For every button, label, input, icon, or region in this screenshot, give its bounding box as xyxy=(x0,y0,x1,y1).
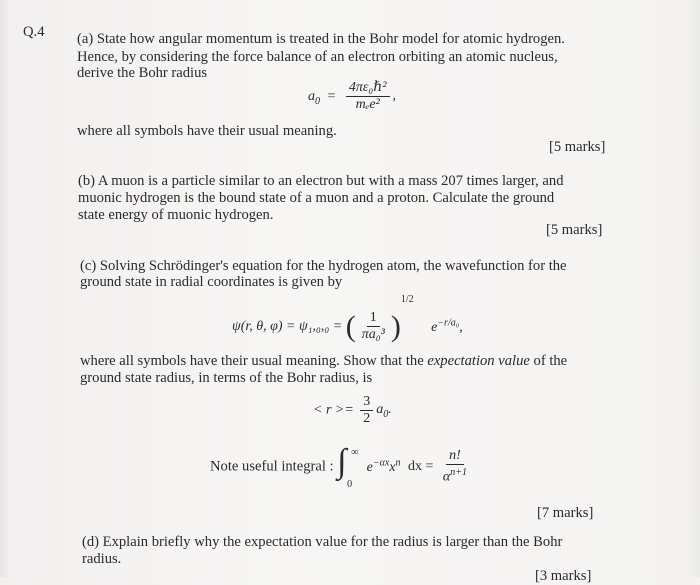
page-edge-shadow-right xyxy=(686,0,700,577)
bohr-radius-equation: $a_0$ = $\frac{\text{4πε₀ℏ²}}{\text{mₑe²}}$ , xyxy=(308,80,397,112)
wavefunction-lhs: ψ(r, θ, φ) = ψ₁,₀,₀ = xyxy=(232,318,343,334)
part-d-line-1: (d) Explain briefly why the expectation value for the radius is larger than the Bohr xyxy=(82,534,563,550)
expectation-equation: < r >= $\frac{3}{2}$ $a_0$. xyxy=(313,394,392,426)
expectation-fraction: $\frac{3}{2}$ xyxy=(360,394,373,427)
part-c-marks: [7 marks] xyxy=(537,505,594,521)
wavefunction-exp-base: $e^{-r/a_0}$, xyxy=(431,317,463,336)
bohr-radius-numerator: 4πε₀ℏ² xyxy=(346,80,390,97)
part-d-line-2: radius. xyxy=(82,551,122,567)
bohr-radius-denominator: mₑe² xyxy=(355,97,380,112)
note-label: Note useful integral : xyxy=(210,458,334,475)
wavefunction-power: 1/2 xyxy=(400,294,414,305)
part-b-line-1: (b) A muon is a particle similar to an electron but with a mass 207 times larger, and xyxy=(78,173,564,189)
part-a-line-2: Hence, by considering the force balance of an electron orbiting an atomic nucleus, xyxy=(77,49,558,65)
part-b-marks: [5 marks] xyxy=(546,222,603,238)
part-c-after-line-1: where all symbols have their usual meaning. Show that the expectation value of the xyxy=(80,353,568,369)
part-b-line-3: state energy of muonic hydrogen. xyxy=(78,207,274,223)
part-b-line-2: muonic hydrogen is the bound state of a muon and a proton. Calculate the ground xyxy=(78,190,555,206)
bohr-radius-fraction xyxy=(346,80,390,113)
integral-result-fraction: $\frac{n!}{\alpha^{n+1}}$ xyxy=(442,448,467,485)
integral-sign: ∫ ∞ 0 xyxy=(337,442,359,490)
part-a-marks: [5 marks] xyxy=(549,139,606,155)
wavefunction-equation: ψ(r, θ, φ) = ψ₁,₀,₀ = ( $\frac{1}{\text{πa₀³}}$ )$^{1/2}$ $e^{-r/a_0}$, xyxy=(232,294,463,343)
part-c-after-line-2: ground state radius, in terms of the Bohr radius, is xyxy=(80,370,373,386)
part-c-line-2: ground state in radial coordinates is given by xyxy=(80,274,343,290)
wavefunction-fraction: $\frac{1}{\text{πa₀³}}$ xyxy=(361,310,385,343)
page-edge-shadow-left xyxy=(0,0,10,577)
part-a-line-3: derive the Bohr radius xyxy=(77,65,208,81)
bohr-radius-symbol: $a_0$ xyxy=(308,88,320,107)
part-d-marks: [3 marks] xyxy=(535,568,592,584)
part-a-after: where all symbols have their usual meaning. xyxy=(77,123,337,139)
question-number: Q.4 xyxy=(23,24,45,40)
part-c-line-1: (c) Solving Schrödinger's equation for the hydrogen atom, the wavefunction for the xyxy=(80,258,567,274)
useful-integral: Note useful integral : ∫ ∞ 0 $e^{-\alpha x}x^n$ dx = $\frac{n!}{\alpha^{n+1}}$ xyxy=(210,448,473,486)
expectation-value-emphasis: expectation value xyxy=(427,353,530,369)
part-a-line-1: (a) State how angular momentum is treated in the Bohr model for atomic hydrogen. xyxy=(77,31,565,47)
